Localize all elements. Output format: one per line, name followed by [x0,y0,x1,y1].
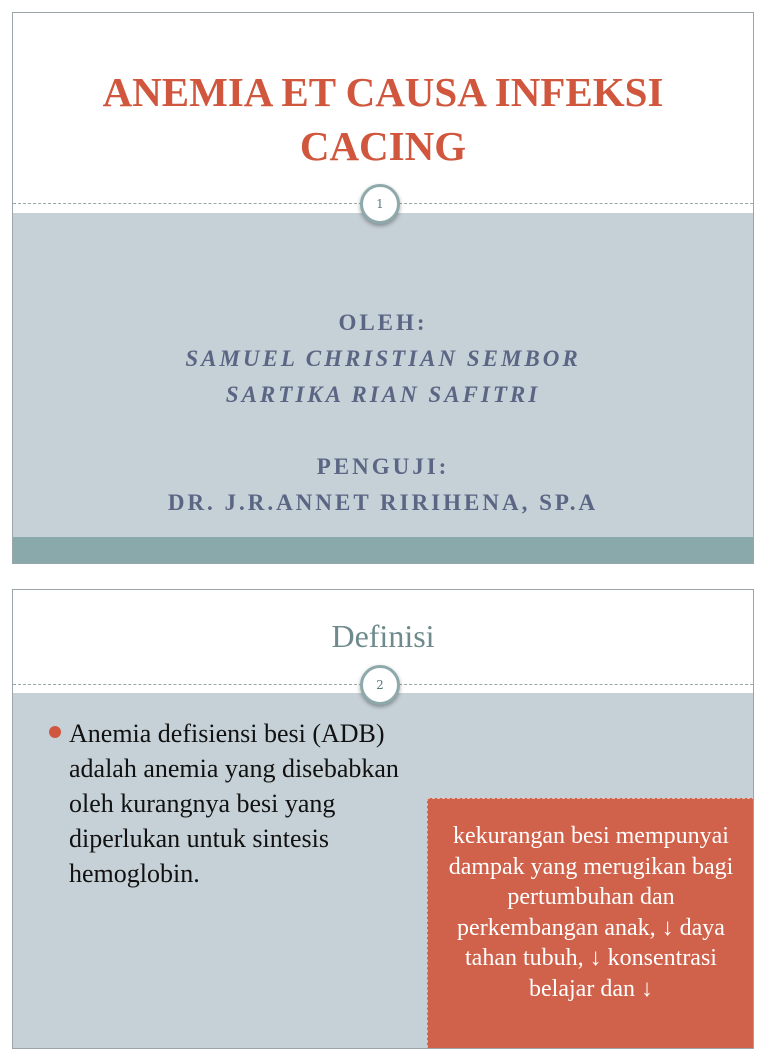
slide-number-badge: 1 [360,184,400,224]
slide-1-credits [13,305,753,521]
bullet-text: Anemia defisiensi besi (ADB) adalah anemia yang disebabkan oleh kurangnya besi yang diperlukan untuk sintesis hemoglobin. [69,719,399,888]
slide-2-title: Definisi [331,618,435,654]
slide-1-body [13,213,753,539]
slide-2 [12,589,754,1049]
author-2: SARTIKA RIAN SAFITRI [225,382,541,407]
spacer [13,413,753,449]
penguji-label: PENGUJI: [316,454,450,479]
slide-1 [12,12,754,564]
slide-1-title: ANEMIA ET CAUSA INFEKSI CACING [102,69,664,169]
bullet-dot-icon [49,726,61,738]
examiner-name: DR. J.R.ANNET RIRIHENA, SP.A [167,490,599,515]
author-1: SAMUEL CHRISTIAN SEMBOR [185,346,581,371]
slide-1-footer-band [13,537,753,563]
oleh-label: OLEH: [338,310,428,335]
callout-box: kekurangan besi mempunyai dampak yang merugikan bagi pertumbuhan dan perkembangan anak, ↓ daya tahan tubuh, ↓ konsentrasi belajar dan ↓ [427,798,754,1049]
bullet-item [49,716,429,891]
slide-number-badge: 2 [360,665,400,705]
